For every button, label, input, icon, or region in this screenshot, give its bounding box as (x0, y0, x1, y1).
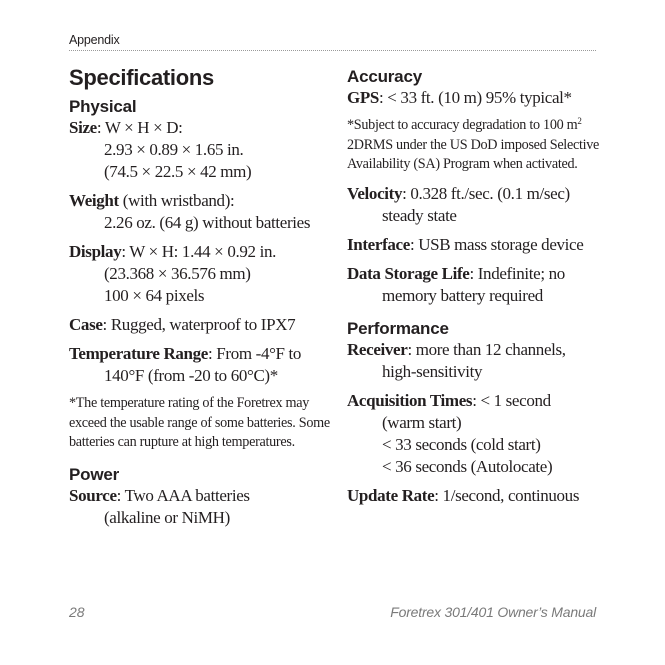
right-column (347, 62, 602, 514)
gps-footnote (347, 116, 602, 175)
section-title-accuracy: Accuracy (347, 67, 422, 86)
spec-value: : < 33 ft. (10 m) 95% typical* (379, 88, 572, 107)
spec-label: Source (69, 485, 117, 505)
spec-label: Display (69, 242, 122, 261)
section-title-performance: Performance (347, 318, 449, 338)
section-title-physical: Physical (69, 97, 137, 116)
spec-label: Data Storage Life (347, 263, 470, 283)
spec-value: : W × H × D: (96, 118, 183, 137)
spec-value-line: steady state (382, 205, 457, 225)
spec-label: Acquisition Times (347, 390, 473, 410)
superscript: 2 (577, 116, 582, 126)
spec-value-line: high-sensitivity (382, 361, 483, 381)
spec-label: GPS (347, 88, 380, 107)
spec-size (69, 117, 331, 183)
spec-label: Temperature Range (69, 344, 209, 363)
spec-value-line: < 36 seconds (Autolocate) (382, 456, 553, 476)
spec-value: : USB mass storage device (409, 234, 584, 254)
spec-display (69, 241, 331, 307)
spec-value-line: (warm start) (382, 412, 462, 432)
spec-value: : 0.328 ft./sec. (0.1 m/sec) (402, 183, 570, 203)
spec-label: Size (69, 118, 97, 137)
spec-value: : W × H: 1.44 × 0.92 in. (121, 242, 276, 261)
manual-title: Foretrex 301/401 Owner’s Manual (390, 604, 596, 620)
spec-data-storage-life (347, 263, 602, 307)
spec-label: Receiver (347, 339, 408, 359)
gps-footnote-part: 2DRMS under the US DoD imposed Selective Availability (SA) Program when activated. (347, 136, 600, 172)
spec-value-line: memory battery required (382, 285, 543, 305)
left-column (69, 62, 331, 536)
spec-label: Weight (69, 191, 119, 210)
running-head: Appendix (69, 33, 120, 47)
spec-weight (69, 190, 331, 234)
spec-update-rate (347, 485, 602, 507)
spec-value-line: 140°F (from -20 to 60°C)* (104, 366, 278, 385)
spec-value: : < 1 second (472, 390, 551, 410)
spec-value-line: 100 × 64 pixels (104, 286, 205, 305)
spec-value: (with wristband): (118, 191, 235, 210)
spec-acquisition-times (347, 390, 602, 478)
spec-label: Interface (347, 234, 410, 254)
gps-footnote-part: *Subject to accuracy degradation to 100 m (347, 117, 578, 133)
header-divider (69, 50, 596, 51)
spec-value: : Indefinite; no (469, 263, 565, 283)
spec-value: : From -4°F to (208, 344, 302, 363)
temperature-footnote: *The temperature rating of the Foretrex may exceed the usable range of some batteries. Some batteries can rupture at high temperatures. (69, 395, 330, 450)
spec-interface (347, 234, 602, 256)
spec-label: Velocity (347, 183, 403, 203)
page-title: Specifications (69, 65, 214, 90)
spec-value: : Rugged, waterproof to IPX7 (102, 315, 296, 334)
spec-value-line: (74.5 × 22.5 × 42 mm) (104, 162, 252, 181)
spec-velocity (347, 183, 602, 227)
spec-gps (347, 87, 602, 109)
spec-case (69, 314, 331, 336)
spec-source (69, 485, 331, 529)
spec-value: : Two AAA batteries (116, 485, 250, 505)
section-title-power: Power (69, 464, 120, 484)
spec-value-line: 2.93 × 0.89 × 1.65 in. (104, 140, 244, 159)
spec-value: : more than 12 channels, (407, 339, 566, 359)
spec-label: Update Rate (347, 485, 435, 505)
spec-receiver (347, 339, 602, 383)
page-number: 28 (69, 604, 85, 620)
spec-value-line: (alkaline or NiMH) (104, 507, 230, 527)
spec-temperature-range (69, 343, 331, 387)
spec-value-line: 2.26 oz. (64 g) without batteries (104, 213, 311, 232)
spec-label: Case (69, 315, 103, 334)
spec-value-line: < 33 seconds (cold start) (382, 434, 541, 454)
spec-value-line: (23.368 × 36.576 mm) (104, 264, 251, 283)
spec-value: : 1/second, continuous (434, 485, 580, 505)
